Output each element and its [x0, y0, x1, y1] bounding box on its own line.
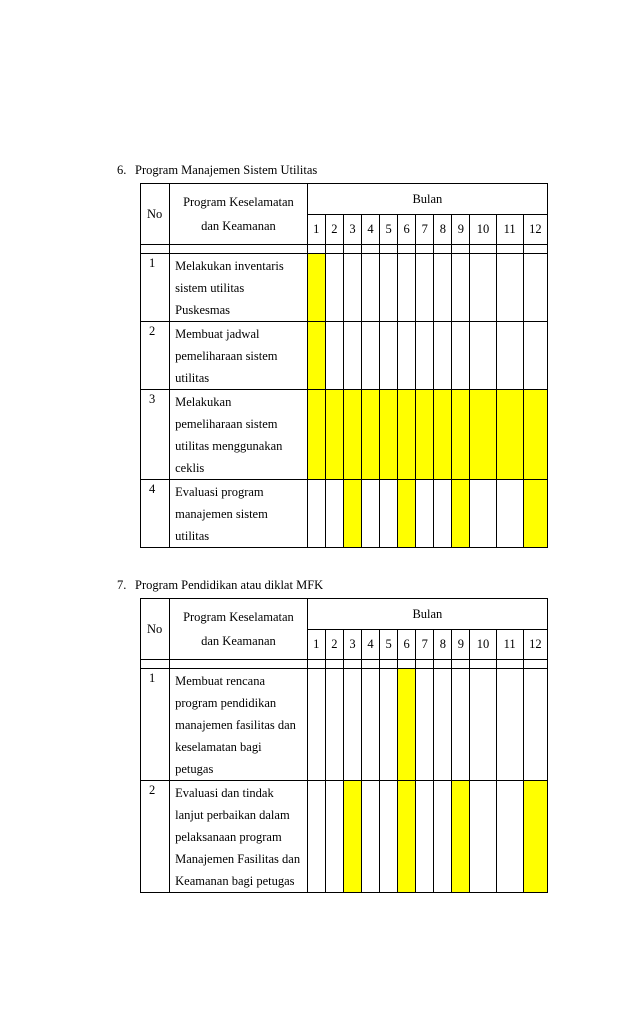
month-cell: [496, 480, 523, 548]
month-header: 12: [523, 630, 547, 660]
table-row: [141, 254, 548, 322]
month-cell: [325, 781, 343, 893]
activity-line: Evaluasi dan tindak: [175, 786, 274, 800]
month-cell: [416, 480, 434, 548]
month-header: 8: [434, 630, 452, 660]
header-program-line2: dan Keamanan: [201, 219, 276, 233]
spacer-cell: [523, 245, 547, 254]
activity-line: pemeliharaan sistem: [175, 417, 278, 431]
section-number: 7.: [117, 578, 127, 592]
month-cell-scheduled: [523, 781, 547, 893]
month-cell: [470, 480, 496, 548]
month-cell: [470, 781, 496, 893]
spacer-cell: [398, 245, 416, 254]
month-cell: [343, 254, 361, 322]
month-cell: [496, 669, 523, 781]
header-program-line2: dan Keamanan: [201, 634, 276, 648]
month-header: 4: [361, 630, 379, 660]
month-cell: [496, 781, 523, 893]
month-cell-scheduled: [452, 781, 470, 893]
month-cell-scheduled: [307, 322, 325, 390]
month-header: 3: [343, 215, 361, 245]
month-cell-scheduled: [398, 390, 416, 480]
spacer-cell: [434, 660, 452, 669]
spacer-cell: [523, 660, 547, 669]
month-cell-scheduled: [343, 390, 361, 480]
month-header: 9: [452, 630, 470, 660]
row-number: 2: [141, 322, 170, 390]
activity-line: utilitas: [175, 371, 210, 385]
month-cell: [434, 781, 452, 893]
spacer-cell: [325, 660, 343, 669]
month-header: 11: [496, 630, 523, 660]
header-no: No: [141, 599, 170, 660]
month-cell: [325, 480, 343, 548]
month-header: 3: [343, 630, 361, 660]
header-program-line1: Program Keselamatan: [183, 195, 294, 209]
month-cell: [361, 322, 379, 390]
month-cell: [380, 322, 398, 390]
activity-line: sistem utilitas: [175, 281, 245, 295]
month-cell-scheduled: [398, 669, 416, 781]
spacer-cell: [470, 660, 496, 669]
month-header: 7: [416, 215, 434, 245]
row-number: 2: [141, 781, 170, 893]
month-cell: [307, 669, 325, 781]
month-cell-scheduled: [398, 781, 416, 893]
spacer-cell: [343, 660, 361, 669]
activity-cell: [170, 480, 308, 548]
month-cell: [380, 254, 398, 322]
activity-cell: [170, 781, 308, 893]
header-bulan: Bulan: [307, 184, 547, 215]
activity-cell: [170, 390, 308, 480]
month-cell-scheduled: [343, 781, 361, 893]
month-cell: [398, 254, 416, 322]
activity-line: manajemen fasilitas dan: [175, 718, 296, 732]
activity-line: Membuat jadwal: [175, 327, 260, 341]
table-row: [141, 390, 548, 480]
month-cell: [434, 322, 452, 390]
month-cell: [523, 322, 547, 390]
activity-line: Membuat rencana: [175, 674, 266, 688]
month-cell: [496, 254, 523, 322]
month-cell: [434, 669, 452, 781]
header-program: [170, 599, 308, 660]
spacer-cell: [307, 660, 325, 669]
month-header: 8: [434, 215, 452, 245]
activity-line: manajemen sistem: [175, 507, 268, 521]
month-cell: [361, 669, 379, 781]
month-cell: [307, 480, 325, 548]
activity-line: Melakukan inventaris: [175, 259, 284, 273]
month-cell-scheduled: [452, 480, 470, 548]
header-no: No: [141, 184, 170, 245]
month-cell: [361, 254, 379, 322]
activity-line: ceklis: [175, 461, 205, 475]
activity-line: lanjut perbaikan dalam: [175, 808, 290, 822]
month-header: 1: [307, 630, 325, 660]
month-cell: [416, 322, 434, 390]
table-row: [141, 480, 548, 548]
month-cell-scheduled: [343, 480, 361, 548]
month-header: 10: [470, 215, 496, 245]
month-cell: [361, 480, 379, 548]
activity-line: Melakukan: [175, 395, 232, 409]
month-cell-scheduled: [434, 390, 452, 480]
month-cell-scheduled: [416, 390, 434, 480]
activity-line: Manajemen Fasilitas dan: [175, 852, 301, 866]
month-cell: [361, 781, 379, 893]
month-header: 7: [416, 630, 434, 660]
month-header: 2: [325, 215, 343, 245]
month-cell-scheduled: [307, 390, 325, 480]
row-number: 1: [141, 254, 170, 322]
activity-line: program pendidikan: [175, 696, 277, 710]
activity-line: utilitas: [175, 529, 210, 543]
spacer-cell: [470, 245, 496, 254]
month-cell-scheduled: [452, 390, 470, 480]
month-cell-scheduled: [470, 390, 496, 480]
activity-line: keselamatan bagi: [175, 740, 262, 754]
month-header: 5: [380, 215, 398, 245]
month-cell-scheduled: [307, 254, 325, 322]
section-title-text: Program Manajemen Sistem Utilitas: [135, 163, 318, 177]
month-cell: [470, 669, 496, 781]
activity-cell: [170, 669, 308, 781]
row-number: 4: [141, 480, 170, 548]
month-header: 2: [325, 630, 343, 660]
month-cell-scheduled: [523, 390, 547, 480]
month-header: 6: [398, 215, 416, 245]
activity-line: Keamanan bagi petugas: [175, 874, 295, 888]
spacer-cell: [343, 245, 361, 254]
month-header: 12: [523, 215, 547, 245]
month-cell: [452, 322, 470, 390]
spacer-cell: [452, 660, 470, 669]
spacer-cell: [170, 245, 308, 254]
spacer-cell: [380, 660, 398, 669]
spacer-cell: [496, 245, 523, 254]
month-cell: [325, 254, 343, 322]
activity-cell: [170, 322, 308, 390]
month-header: 11: [496, 215, 523, 245]
month-cell-scheduled: [496, 390, 523, 480]
month-cell: [496, 322, 523, 390]
header-bulan: Bulan: [307, 599, 547, 630]
month-cell: [380, 480, 398, 548]
spacer-cell: [496, 660, 523, 669]
month-cell: [416, 669, 434, 781]
month-cell-scheduled: [380, 390, 398, 480]
row-number: 3: [141, 390, 170, 480]
activity-line: petugas: [175, 762, 214, 776]
spacer-cell: [141, 660, 170, 669]
month-cell: [470, 322, 496, 390]
month-cell: [452, 254, 470, 322]
month-header: 6: [398, 630, 416, 660]
month-cell: [416, 781, 434, 893]
spacer-cell: [452, 245, 470, 254]
month-cell: [523, 669, 547, 781]
table-row: [141, 669, 548, 781]
spacer-cell: [141, 245, 170, 254]
spacer-cell: [307, 245, 325, 254]
month-cell: [398, 322, 416, 390]
spacer-cell: [416, 660, 434, 669]
spacer-cell: [325, 245, 343, 254]
month-cell-scheduled: [398, 480, 416, 548]
header-program: [170, 184, 308, 245]
section-title-text: Program Pendidikan atau diklat MFK: [135, 578, 324, 592]
month-cell: [380, 669, 398, 781]
activity-line: pelaksanaan program: [175, 830, 282, 844]
month-cell: [416, 254, 434, 322]
spacer-cell: [434, 245, 452, 254]
schedule-table: [140, 183, 548, 548]
activity-cell: [170, 254, 308, 322]
section-number: 6.: [117, 163, 127, 177]
spacer-cell: [361, 245, 379, 254]
spacer-cell: [416, 245, 434, 254]
month-cell: [325, 322, 343, 390]
activity-line: utilitas menggunakan: [175, 439, 283, 453]
month-cell: [325, 669, 343, 781]
month-cell-scheduled: [361, 390, 379, 480]
schedule-table: [140, 598, 548, 893]
month-header: 5: [380, 630, 398, 660]
table-row: [141, 781, 548, 893]
month-cell: [434, 480, 452, 548]
spacer-cell: [361, 660, 379, 669]
row-number: 1: [141, 669, 170, 781]
activity-line: Puskesmas: [175, 303, 230, 317]
month-cell: [470, 254, 496, 322]
month-cell: [452, 669, 470, 781]
month-cell: [380, 781, 398, 893]
table-row: [141, 322, 548, 390]
spacer-cell: [398, 660, 416, 669]
header-program-line1: Program Keselamatan: [183, 610, 294, 624]
section-title: [117, 578, 323, 593]
month-cell: [434, 254, 452, 322]
activity-line: pemeliharaan sistem: [175, 349, 278, 363]
month-header: 9: [452, 215, 470, 245]
month-cell-scheduled: [523, 480, 547, 548]
month-cell: [343, 322, 361, 390]
month-header: 10: [470, 630, 496, 660]
activity-line: Evaluasi program: [175, 485, 264, 499]
month-header: 4: [361, 215, 379, 245]
month-cell: [523, 254, 547, 322]
spacer-cell: [170, 660, 308, 669]
month-cell-scheduled: [325, 390, 343, 480]
month-header: 1: [307, 215, 325, 245]
month-cell: [343, 669, 361, 781]
month-cell: [307, 781, 325, 893]
spacer-cell: [380, 245, 398, 254]
section-title: [117, 163, 317, 178]
